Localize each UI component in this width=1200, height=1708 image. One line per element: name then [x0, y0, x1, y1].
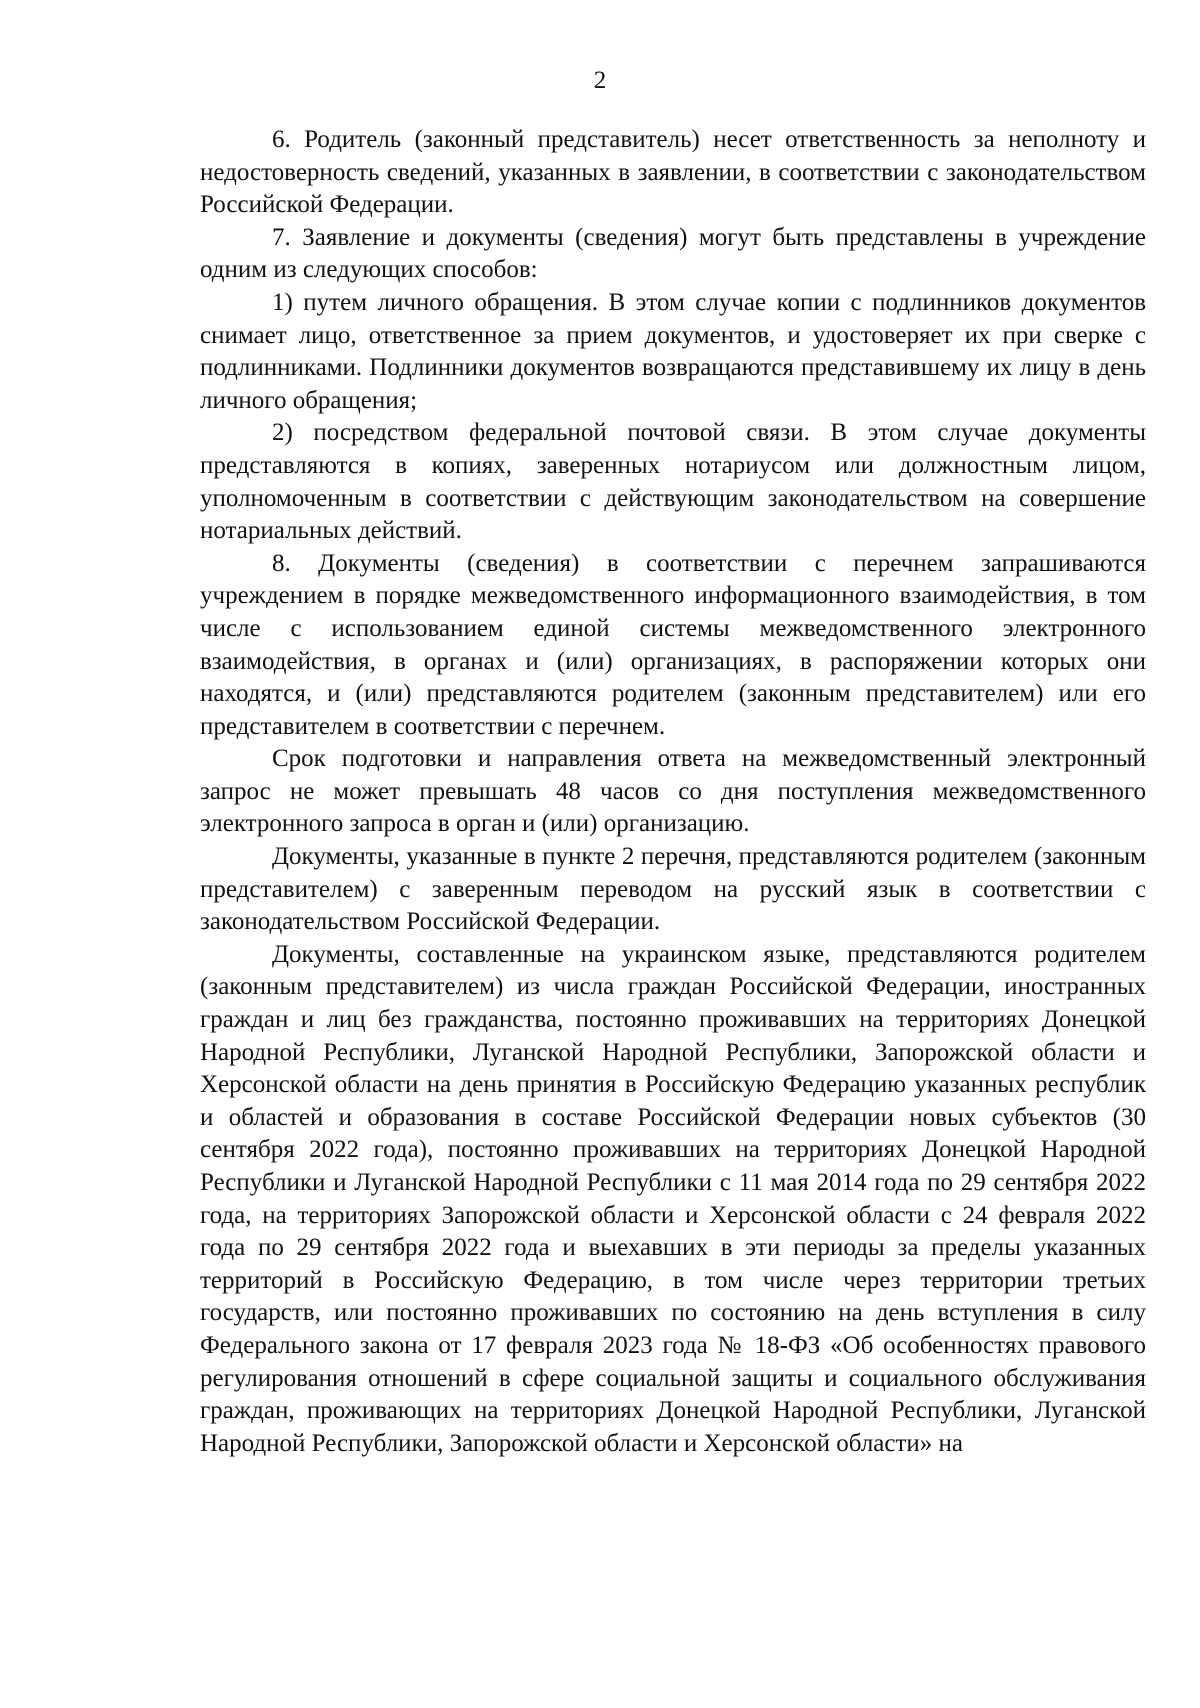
paragraph-item-6: 6. Родитель (законный представитель) несет ответственность за неполноту и недостоверность сведений, указанных в заявлении, в соответствии с законодательством Российской Федерации. — [200, 126, 1146, 219]
paragraph-item-8: 8. Документы (сведения) в соответствии с перечнем запрашиваются учреждением в порядке межведомственного информационного взаимодействия, в том числе с использованием единой системы межведомственного электронного взаимодействия, в органах и (или) организациях, в распоряжении которых они находятся, и (или) представляются родителем (законным представителем) или его представителем в соответствии с перечнем. — [200, 549, 1146, 740]
paragraph-ukrainian-documents: Документы, составленные на украинском языке, представляются родителем (законным представителем) из числа граждан Российской Федерации, иностранных граждан и лиц без гражданства, постоянно проживавших на территориях Донецкой Народной Республики, Луганской Народной Республики, Запорожской области и Херсонской области на день принятия в Российскую Федерацию указанных республик и областей и образования в составе Российской Федерации новых субъектов (30 сентября 2022 года), постоянно проживавших на территориях Донецкой Народной Республики и Луганской Народной Республики с 11 мая 2014 года по 29 сентября 2022 года, на территориях Запорожской области и Херсонской области с 24 февраля 2022 года по 29 сентября 2022 года и выехавших в эти периоды за пределы указанных территорий в Российскую Федерацию, в том числе через территории третьих государств, или постоянно проживавших по состоянию на день вступления в силу Федерального закона от 17 февраля 2023 года № 18-ФЗ «Об особенностях правового регулирования отношений в сфере социальной защиты и социального обслуживания граждан, проживающих на территориях Донецкой Народной Республики, Луганской Народной Республики, Запорожской области и Херсонской области» на — [200, 940, 1146, 1457]
document-body — [200, 124, 1146, 1460]
paragraph-subitem-1: 1) путем личного обращения. В этом случае копии с подлинников документов снимает лицо, ответственное за прием документов, и удостоверяет их при сверке с подлинниками. Подлинники документов возвращаются представившему их лицу в день личного обращения; — [200, 288, 1146, 414]
paragraph-item-7: 7. Заявление и документы (сведения) могут быть представлены в учреждение одним из следующих способов: — [200, 223, 1146, 284]
page-number: 2 — [593, 67, 607, 94]
paragraph-translation-requirement: Документы, указанные в пункте 2 перечня, представляются родителем (законным представителем) с заверенным переводом на русский язык в соответствии с законодательством Российской Федерации. — [200, 843, 1146, 936]
paragraph-response-deadline: Срок подготовки и направления ответа на межведомственный электронный запрос не может превышать 48 часов со дня поступления межведомственного электронного запроса в орган и (или) организацию. — [200, 745, 1146, 838]
paragraph-subitem-2: 2) посредством федеральной почтовой связи. В этом случае документы представляются в копиях, заверенных нотариусом или должностным лицом, уполномоченным в соответствии с действующим законодательством на совершение нотариальных действий. — [200, 419, 1146, 545]
